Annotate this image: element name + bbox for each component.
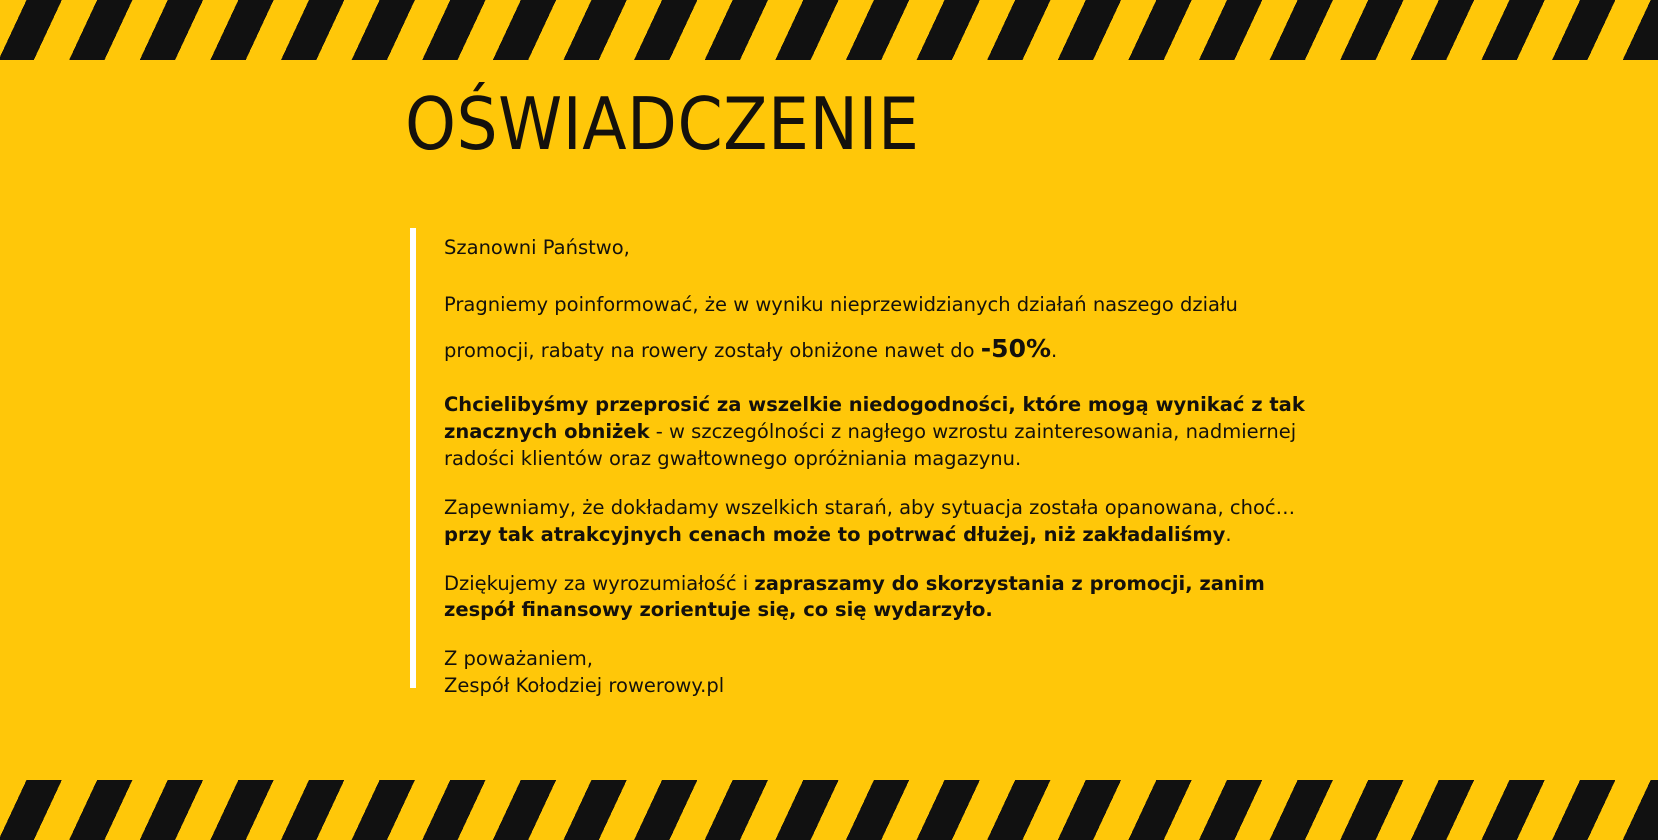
apology-bold-text: Chcielibyśmy przeprosić za wszelkie niedogodności, które mogą wynikać z tak znacznych obniżek [444,393,1305,443]
thanks-start-text: Dziękujemy za wyrozumiałość i [444,571,755,595]
left-accent-rule [410,228,416,688]
letter-block [410,228,1310,700]
intro-paragraph [444,285,1310,374]
salutation-text: Szanowni Państwo, [444,236,630,259]
assurance-start-text: Zapewniamy, że dokładamy wszelkich starań, aby sytuacja została opanowana, choć… [444,495,1296,519]
closing-text: Z poważaniem, [444,647,593,671]
apology-rest-text: - w szczególności z nagłego wzrostu zainteresowania, nadmiernej radości klientów oraz gwałtownego opróżniania magazynu. [444,419,1297,470]
salutation-paragraph [444,228,1310,267]
thanks-paragraph [444,571,1310,625]
intro-line-2-suffix: . [1051,339,1058,362]
intro-line-2-prefix: promocji, rabaty na rowery zostały obniżone nawet do [444,339,981,362]
thanks-bold-text: zapraszamy do skorzystania z promocji, zanim zespół finansowy zorientuje się, co się wydarzyło. [444,571,1265,622]
apology-paragraph [444,392,1310,473]
letter-body [444,228,1310,700]
signature-paragraph [444,646,1310,700]
signature-text: Zespół Kołodziej rowerowy.pl [444,674,725,698]
assurance-bold-text: przy tak atrakcyjnych cenach może to potrwać dłużej, niż zakładaliśmy [444,522,1226,546]
page-title: OŚWIADCZENIE [405,82,920,166]
intro-line-1: Pragniemy poinformować, że w wyniku nieprzewidzianych działań naszego działu [444,293,1238,316]
assurance-end-text: . [1225,522,1232,546]
discount-value: -50% [980,334,1052,363]
assurance-paragraph [444,495,1310,549]
hazard-stripe-bottom-icon [0,780,1658,840]
hazard-stripe-top-icon [0,0,1658,60]
